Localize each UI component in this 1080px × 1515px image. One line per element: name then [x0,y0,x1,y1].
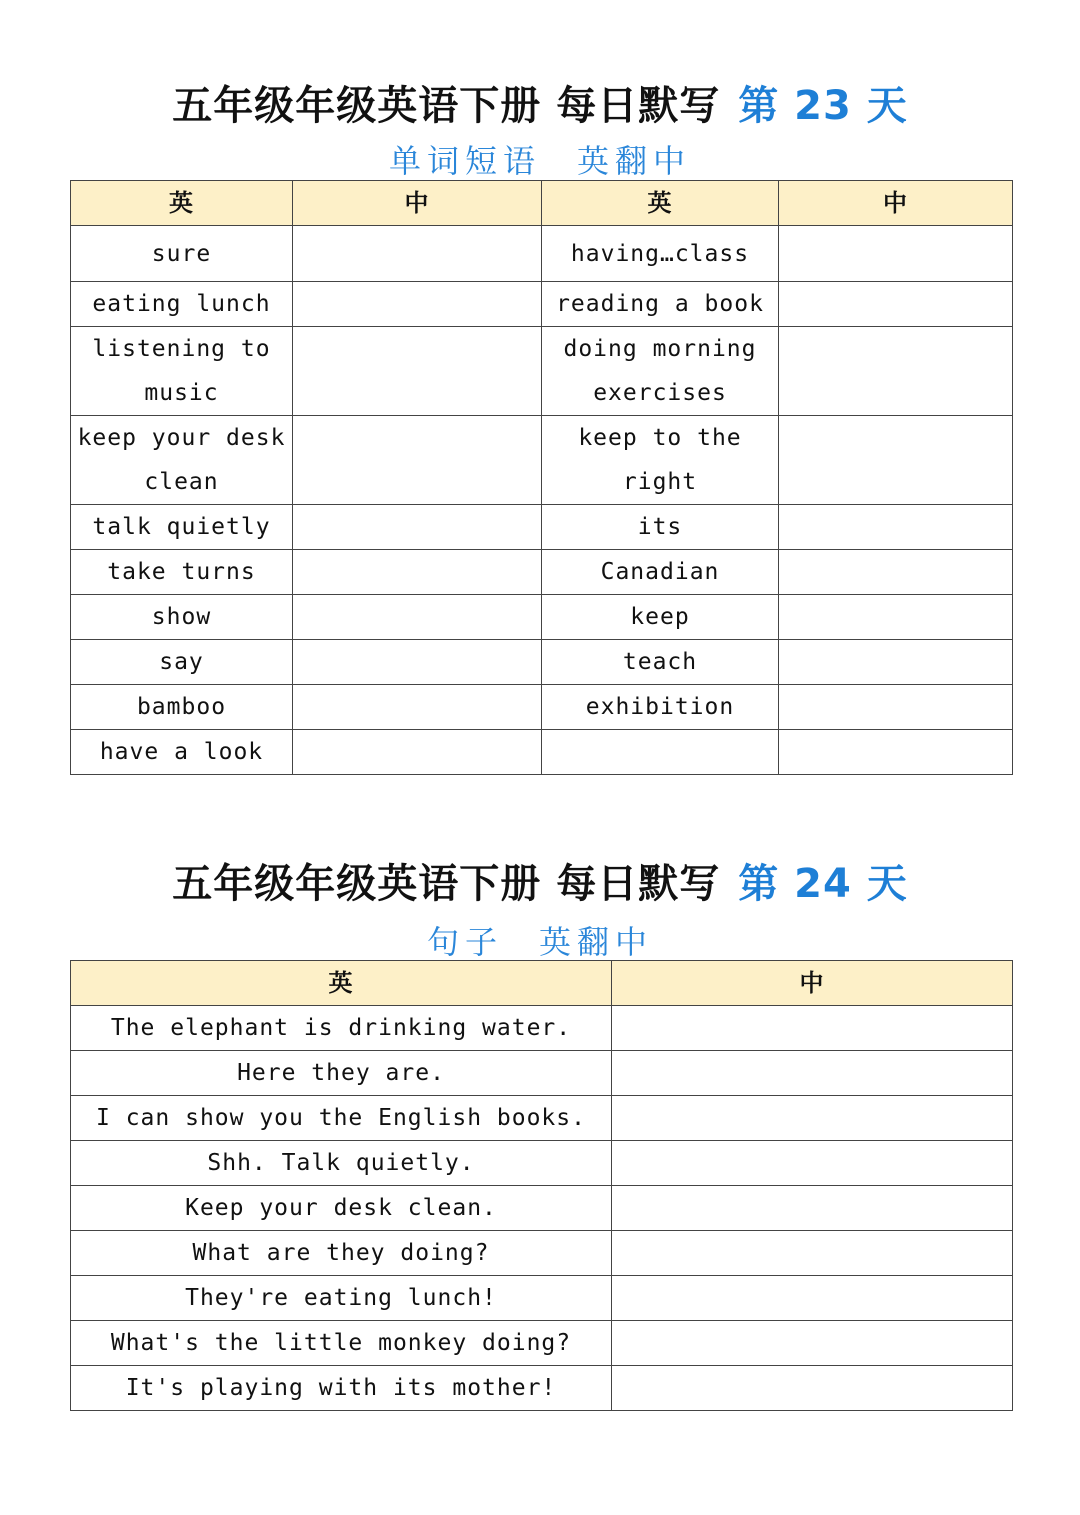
table-row [71,1276,1013,1321]
table-row [71,595,1013,640]
table-row [71,640,1013,685]
header-chinese: 中 [779,181,1013,226]
subtitle-day24 [0,917,1080,963]
english-cell [542,730,779,775]
title-text: 五年级年级英语下册 每日默写 [172,861,721,907]
english-cell: have a look [71,730,293,775]
subtitle-mode: 英翻中 [577,142,692,180]
answer-cell[interactable] [779,730,1013,775]
answer-cell[interactable] [612,1366,1013,1411]
english-cell: keep your desk clean [71,416,293,505]
answer-cell[interactable] [779,640,1013,685]
answer-cell[interactable] [293,282,542,327]
vocab-table [70,180,1013,775]
english-cell: sure [71,226,293,282]
sentence-cell: I can show you the English books. [71,1096,612,1141]
answer-cell[interactable] [612,1186,1013,1231]
subtitle-mode: 英翻中 [539,923,654,961]
subtitle-category: 单词短语 [388,142,541,180]
table-row [71,282,1013,327]
sentence-cell: The elephant is drinking water. [71,1006,612,1051]
english-cell: having…class [542,226,779,282]
table-row [71,1231,1013,1276]
english-cell: doing morning exercises [542,327,779,416]
english-cell: teach [542,640,779,685]
answer-cell[interactable] [293,595,542,640]
table-row [71,1006,1013,1051]
day-label: 第 24 天 [738,861,908,907]
answer-cell[interactable] [293,327,542,416]
english-cell: take turns [71,550,293,595]
sentence-cell: They're eating lunch! [71,1276,612,1321]
table-header-row [71,181,1013,226]
english-cell: its [542,505,779,550]
table-row [71,550,1013,595]
sentence-cell: Keep your desk clean. [71,1186,612,1231]
english-cell: keep [542,595,779,640]
answer-cell[interactable] [612,1051,1013,1096]
english-cell: reading a book [542,282,779,327]
table-row [71,327,1013,416]
table-row [71,685,1013,730]
sentence-cell: Here they are. [71,1051,612,1096]
table-row [71,505,1013,550]
sentence-cell: What's the little monkey doing? [71,1321,612,1366]
table-row [71,1321,1013,1366]
english-cell: keep to the right [542,416,779,505]
answer-cell[interactable] [293,550,542,595]
english-cell: Canadian [542,550,779,595]
day-label: 第 23 天 [738,83,908,129]
table-row [71,226,1013,282]
english-cell: show [71,595,293,640]
page-title-day24 [0,852,1080,909]
answer-cell[interactable] [779,416,1013,505]
answer-cell[interactable] [293,730,542,775]
header-chinese: 中 [612,961,1013,1006]
answer-cell[interactable] [612,1006,1013,1051]
table-header-row [71,961,1013,1006]
table-row [71,1186,1013,1231]
answer-cell[interactable] [293,685,542,730]
english-cell: eating lunch [71,282,293,327]
title-text: 五年级年级英语下册 每日默写 [172,83,721,129]
english-cell: listening to music [71,327,293,416]
table-row [71,1366,1013,1411]
sentence-cell: Shh. Talk quietly. [71,1141,612,1186]
table-row [71,730,1013,775]
english-cell: exhibition [542,685,779,730]
answer-cell[interactable] [293,640,542,685]
answer-cell[interactable] [612,1321,1013,1366]
header-chinese: 中 [293,181,542,226]
answer-cell[interactable] [779,282,1013,327]
answer-cell[interactable] [779,550,1013,595]
table-row [71,1141,1013,1186]
english-cell: talk quietly [71,505,293,550]
english-cell: say [71,640,293,685]
answer-cell[interactable] [612,1141,1013,1186]
answer-cell[interactable] [779,505,1013,550]
answer-cell[interactable] [779,327,1013,416]
table-row [71,1096,1013,1141]
answer-cell[interactable] [612,1276,1013,1321]
table-row [71,416,1013,505]
answer-cell[interactable] [779,685,1013,730]
subtitle-category: 句子 [426,923,503,961]
answer-cell[interactable] [612,1096,1013,1141]
sentence-cell: What are they doing? [71,1231,612,1276]
answer-cell[interactable] [612,1231,1013,1276]
table-row [71,1051,1013,1096]
page-title-day23 [0,74,1080,131]
header-english: 英 [71,961,612,1006]
answer-cell[interactable] [779,226,1013,282]
subtitle-day23 [0,136,1080,182]
answer-cell[interactable] [779,595,1013,640]
header-english: 英 [71,181,293,226]
answer-cell[interactable] [293,416,542,505]
header-english: 英 [542,181,779,226]
english-cell: bamboo [71,685,293,730]
answer-cell[interactable] [293,505,542,550]
sentence-cell: It's playing with its mother! [71,1366,612,1411]
answer-cell[interactable] [293,226,542,282]
sentence-table [70,960,1013,1411]
